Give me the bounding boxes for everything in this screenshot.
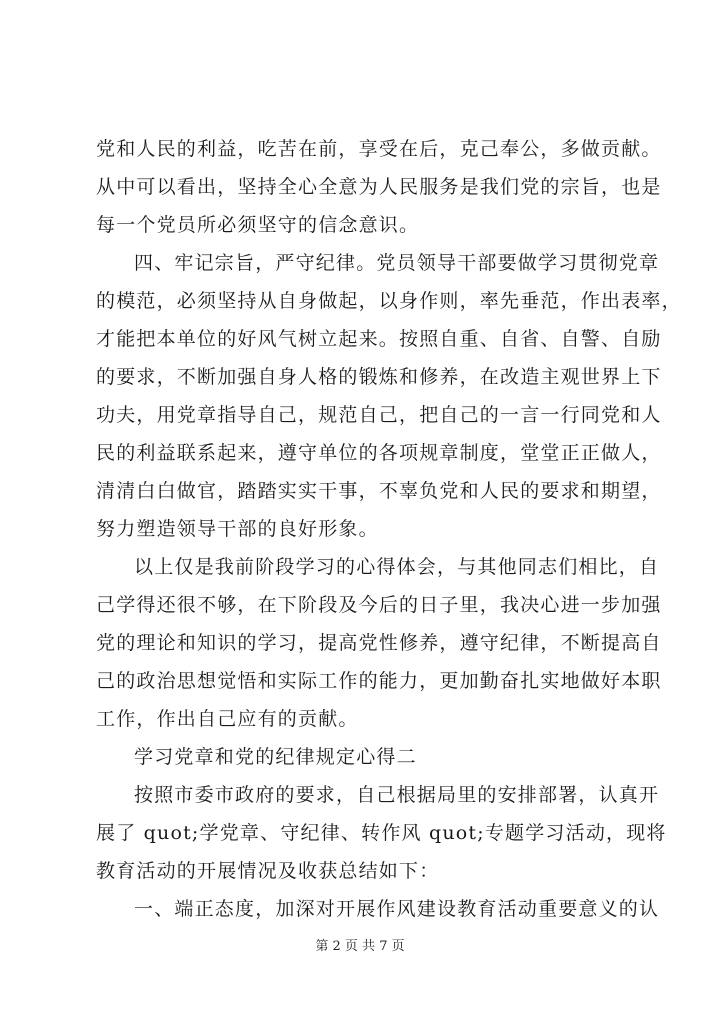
page-number-footer: 第 2 页 共 7 页 [315,939,405,954]
text-line: 教育活动的开展情况及收获总结如下： [96,860,440,882]
paragraph-start-line: 按照市委市政府的要求，自己根据局里的安排部署，认真开 [134,784,660,806]
text-line: 展了 quot;学党章、守纪律、转作风 quot;专题学习活动，现将 [96,822,667,844]
text-line: 每一个党员所必须坚守的信念意识。 [96,214,420,236]
text-line: 清清白白做官，踏踏实实干事，不辜负党和人民的要求和期望， [96,480,662,502]
text-line: 党的理论和知识的学习，提高党性修养，遵守纪律，不断提高自 [96,632,662,654]
paragraph-start-line: 四、牢记宗旨，严守纪律。党员领导干部要做学习贯彻党章 [134,252,660,274]
text-line: 民的利益联系起来，遵守单位的各项规章制度，堂堂正正做人， [96,442,662,464]
text-line: 工作，作出自己应有的贡献。 [96,708,359,730]
paragraph-start-line: 一、端正态度，加深对开展作风建设教育活动重要意义的认 [134,898,660,920]
text-line: 党和人民的利益，吃苦在前，享受在后，克己奉公，多做贡献。 [96,138,662,160]
section-heading: 学习党章和党的纪律规定心得二 [134,746,417,768]
text-line: 功夫，用党章指导自己，规范自己，把自己的一言一行同党和人 [96,404,662,426]
text-line: 的要求，不断加强自身人格的锻炼和修养，在改造主观世界上下 [96,366,662,388]
text-line: 己学得还很不够，在下阶段及今后的日子里，我决心进一步加强 [96,594,662,616]
text-line: 的模范，必须坚持从自身做起，以身作则，率先垂范，作出表率， [96,290,682,312]
paragraph-start-line: 以上仅是我前阶段学习的心得体会，与其他同志们相比，自 [134,556,660,578]
text-line: 努力塑造领导干部的良好形象。 [96,518,379,540]
text-line: 从中可以看出，坚持全心全意为人民服务是我们党的宗旨，也是 [96,176,662,198]
text-line: 才能把本单位的好风气树立起来。按照自重、自省、自警、自励 [96,328,662,350]
text-line: 己的政治思想觉悟和实际工作的能力，更加勤奋扎实地做好本职 [96,670,662,692]
